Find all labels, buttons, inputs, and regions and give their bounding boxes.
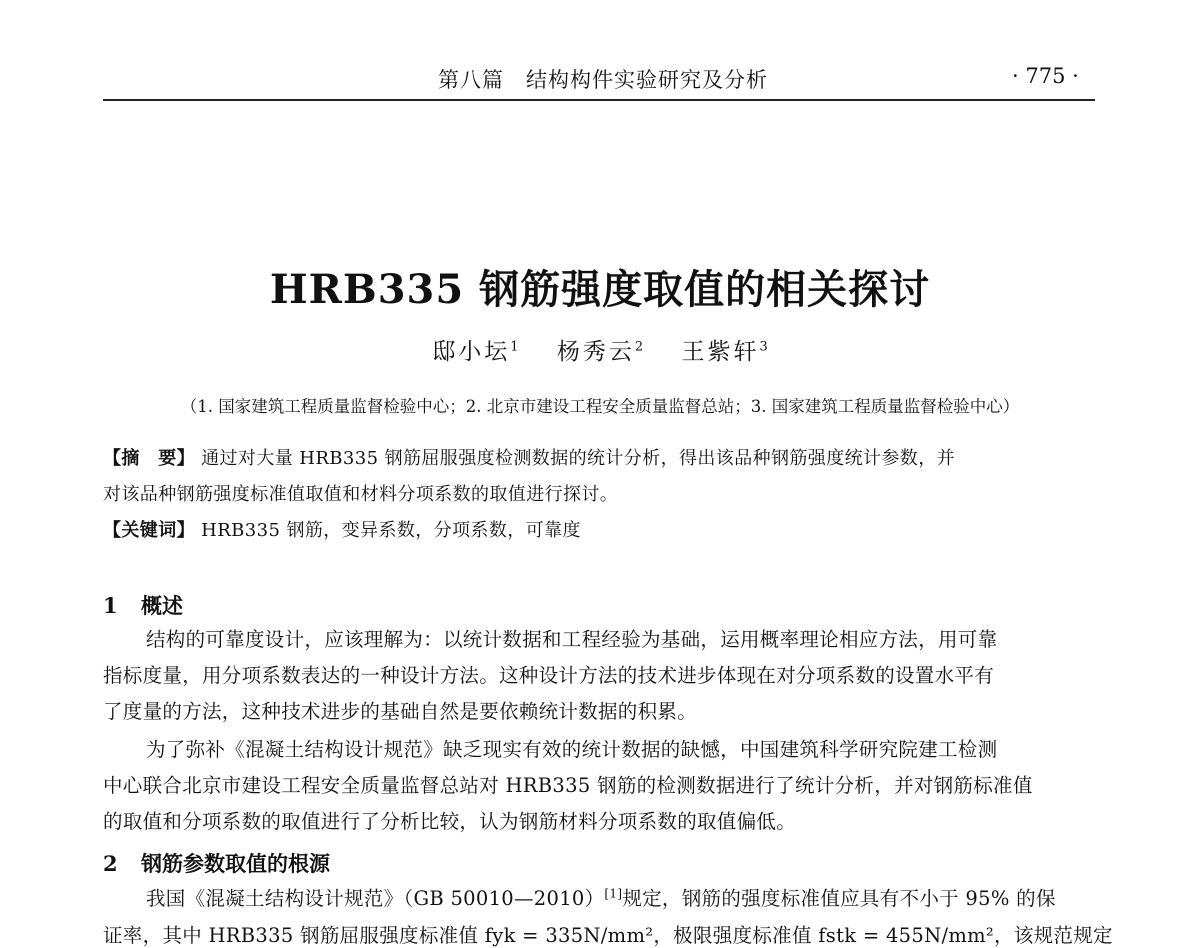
paragraph-line: 指标度量，用分项系数表达的一种设计方法。这种设计方法的技术进步体现在对分项系数的设置水平有 bbox=[103, 664, 995, 687]
affiliations: （1. 国家建筑工程质量监督检验中心；2. 北京市建设工程安全质量监督总站；3. 国家建筑工程质量监督检验中心） bbox=[180, 397, 1020, 416]
paragraph-line: 证率，其中 HRB335 钢筋屈服强度标准值 fyk = 335N/mm²，极限强度标准值 fstk = 455N/mm²，该规范规定 bbox=[103, 924, 1113, 947]
keywords-text: HRB335 钢筋，变异系数，分项系数，可靠度 bbox=[201, 520, 581, 541]
abstract-text: 通过对大量 HRB335 钢筋屈服强度检测数据的统计分析，得出该品种钢筋强度统计参数，并 bbox=[201, 448, 955, 469]
paragraph-line: 结构的可靠度设计，应该理解为：以统计数据和工程经验为基础，运用概率理论相应方法，用可靠 bbox=[146, 628, 998, 651]
header-rule bbox=[103, 99, 1095, 101]
paragraph-line: 我国《混凝土结构设计规范》（GB 50010—2010）[1]规定，钢筋的强度标准值应具有不小于 95% 的保 bbox=[146, 886, 1056, 910]
paragraph-line: 中心联合北京市建设工程安全质量监督总站对 HRB335 钢筋的检测数据进行了统计分析，并对钢筋标准值 bbox=[103, 774, 1033, 797]
abstract bbox=[103, 444, 955, 470]
keywords bbox=[103, 516, 581, 542]
section-heading bbox=[103, 590, 183, 620]
page-number: · 775 · bbox=[1012, 64, 1079, 88]
keywords-label: 【关键词】 bbox=[103, 520, 195, 541]
abstract-text-line: 对该品种钢筋强度标准值取值和材料分项系数的取值进行探讨。 bbox=[103, 484, 619, 505]
section-number: 2 bbox=[103, 851, 118, 876]
author: 邸小坛$^1$ bbox=[432, 339, 519, 365]
author: 杨秀云$^2$ bbox=[556, 339, 644, 365]
section-heading bbox=[103, 848, 330, 878]
paragraph-line: 了度量的方法，这种技术进步的基础自然是要依赖统计数据的积累。 bbox=[103, 700, 698, 723]
article-title: HRB335 钢筋强度取值的相关探讨 bbox=[269, 266, 931, 313]
section-number: 1 bbox=[103, 593, 118, 618]
author-list bbox=[0, 333, 1200, 366]
section-title: 概述 bbox=[141, 593, 183, 618]
paragraph-line: 为了弥补《混凝土结构设计规范》缺乏现实有效的统计数据的缺憾，中国建筑科学研究院建工检测 bbox=[146, 738, 998, 761]
author: 王紫轩$^3$ bbox=[681, 339, 768, 365]
paragraph-line: 的取值和分项系数的取值进行了分析比较，认为钢筋材料分项系数的取值偏低。 bbox=[103, 810, 797, 833]
citation-ref[interactable]: [1] bbox=[604, 886, 623, 901]
running-head: 第八篇 结构构件实验研究及分析 bbox=[438, 68, 768, 92]
abstract-label: 【摘 要】 bbox=[103, 448, 195, 469]
section-title: 钢筋参数取值的根源 bbox=[141, 851, 330, 876]
